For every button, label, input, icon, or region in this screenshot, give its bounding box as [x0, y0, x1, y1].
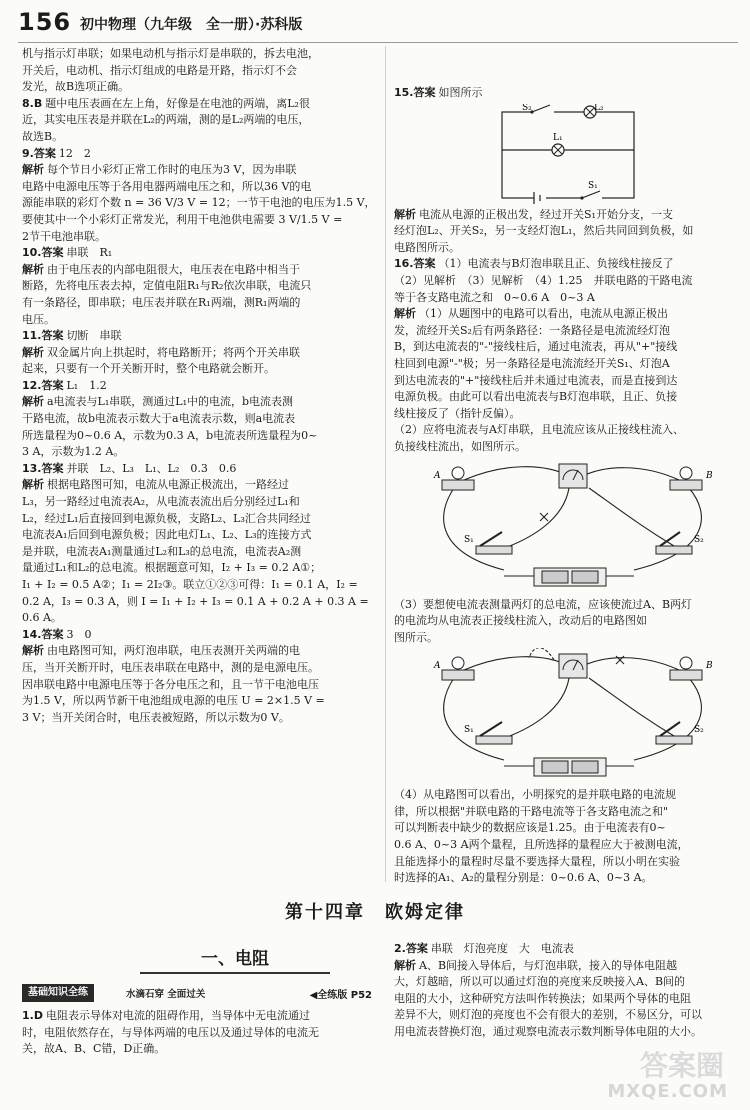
text-line: 大，灯越暗，所以可以通过灯泡的亮度来反映接入A、B间的 — [394, 975, 686, 989]
wiring-figure-1 — [394, 458, 744, 594]
text-line: 故选B。 — [22, 129, 64, 143]
question-11-answer: 11.答案 切断 串联 — [22, 329, 122, 343]
question-8: 8.B 题中电压表画在左上角，好像是在电池的两端，离L₂很 — [22, 96, 310, 110]
question-13-analysis: 解析 根据电路图可知，电流从电源正极流出，一路经过 — [22, 478, 289, 492]
section-title: 一、电阻 — [201, 949, 269, 969]
bulb-a-label: A — [434, 470, 441, 481]
ammeter-icon — [559, 654, 587, 678]
text-line: B，到达电流表的"-"接线柱后，通过电流表，再从"+"接线 — [394, 340, 678, 354]
question-16-answer: 16.答案 （1）电流表与B灯泡串联且正、负接线柱接反了 — [394, 257, 674, 271]
watermark-text: 答案圈 — [639, 1049, 724, 1082]
question-15-answer: 15.答案 如图所示 — [394, 86, 483, 99]
text-line: 的电流均从电流表正接线柱流入，改动后的电路图如 — [394, 614, 647, 628]
text-line: 要使其中一个小彩灯正常发光，利用干电池供电需要 3 V/1.5 V = — [22, 212, 343, 226]
text-line: 时选择的A₁、A₂的量程分别是：0~0.6 A、0~3 A。 — [394, 871, 653, 885]
text-line: 律，所以根据"并联电路的干路电流等于各支路电流之和" — [394, 804, 669, 818]
text-line: 电流表A₁后回到电源负极；因此电灯L₁、L₂、L₃的连接方式 — [22, 528, 312, 542]
question-12-analysis: 解析 a电流表与L₁串联，测通过L₁中的电流，b电流表测 — [22, 395, 294, 409]
text-line: 0.2 A，I₃ = 0.3 A，则 I = I₁ + I₂ + I₃ = 0.1 A + 0.2 A + 0.3 A = 0.6 A。 — [22, 594, 369, 625]
text-line: 断路，先将电压表去掉，定值电阻R₁与R₂依次串联，电流只 — [22, 279, 312, 293]
text-line: 因串联电路中电源电压等于各分电压之和，且一节干电池电压 — [22, 677, 319, 691]
text-line: 有一条路径，即串联；电压表并联在R₁两端，测R₁两端的 — [22, 295, 301, 309]
text-line: 发，流经开关S₂后有两条路径：一条路径是电流流经灯泡 — [394, 323, 670, 337]
text-line: 0.6 A、0~3 A两个量程，且所选择的量程应大于被测电流， — [394, 838, 689, 852]
text-line: （2）应将电流表与A灯串联，且电流应该从正接线柱流入、 — [394, 423, 684, 437]
text-line: 可以判断表中缺少的数据应该是1.25。由于电流表有0~ — [394, 821, 666, 835]
question-16-analysis: 解析 （1）从题图中的电路可以看出，电流从电源正极出 — [394, 307, 668, 321]
circuit-diagram — [394, 104, 744, 204]
switch-s1-label: S₁ — [588, 180, 598, 191]
text-line: （4）从电路图可以看出，小明探究的是并联电路的电流规 — [394, 788, 676, 802]
question-10-answer: 10.答案 串联 R₁ — [22, 246, 113, 260]
text-line: 干路电流，故b电流表示数大于a电流表示数，则a电流表 — [22, 412, 296, 426]
text-line: 2节干电池串联。 — [22, 229, 106, 243]
text-line: 负接线柱流出，如图所示。 — [394, 439, 526, 453]
text-line: 图所示。 — [394, 630, 438, 644]
bulb-b-label: B — [706, 661, 713, 672]
exercise-bar — [22, 984, 378, 1002]
question-11-analysis: 解析 双金属片向上拱起时，将电路断开；将两个开关串联 — [22, 345, 300, 359]
text-line: 时，电阻依然存在，与导体两端的电压以及通过导体的电流无 — [22, 1025, 319, 1039]
text-line: I₁ + I₂ = 0.5 A②；I₁ = 2I₂③。联立①②③可得：I₁ = 0.1 A，I₂ = — [22, 578, 358, 591]
lamp-symbol — [552, 144, 564, 156]
text-line: 机与指示灯串联；如果电动机与指示灯是串联的，拆去电池， — [22, 47, 319, 60]
battery-icon — [534, 568, 606, 586]
bulb-icon — [442, 467, 474, 490]
switch-icon — [476, 532, 512, 554]
exercise-tag: 基础知识全练 — [22, 984, 94, 1002]
switch-icon — [476, 722, 512, 744]
book-title: 初中物理（九年级 全一册）·苏科版 — [80, 17, 303, 33]
text-line: 电路图所示。 — [394, 240, 460, 254]
ammeter-icon — [559, 464, 587, 488]
page-header — [18, 8, 738, 43]
section-q1: 1.D 电阻表示导体对电流的阻碍作用，当导体中无电流通过 时，电阻依然存在，与导体两端的电压以及通过导体的电流无 关，故A、B、C错，D正确。 — [22, 1008, 378, 1058]
bulb-b-label: B — [706, 470, 713, 481]
text-line: 压，当开关断开时，电压表串联在电路中，测的是电源电压。 — [22, 660, 319, 674]
lamp-l2-label: L₂ — [594, 103, 604, 113]
exercise-subtitle: 水滴石穿 全面过关 — [126, 989, 206, 1000]
text-line: 电路中电源电压等于各用电器两端电压之和，所以36 V的电 — [22, 179, 312, 193]
question-13-answer: 13.答案 并联 L₂、L₃ L₁、L₂ 0.3 0.6 — [22, 461, 237, 475]
section-underline — [140, 972, 330, 974]
right-column — [394, 85, 744, 887]
question-9-answer: 9.答案 12 2 — [22, 146, 91, 160]
text-line: 源能串联的彩灯个数 n = 36 V/3 V = 12；一节干电池的电压为1.5 V， — [22, 196, 376, 210]
switch-s2-label: S₂ — [694, 534, 704, 545]
text-line: 柱回到电源"-"极；另一条路径是电流流经开关S₁、灯泡A — [394, 356, 670, 370]
watermark-url: MXQE.COM — [607, 1081, 728, 1102]
text-line: 电阻的大小，这种研究方法叫作转换法；如果两个导体的电阻 — [394, 991, 691, 1005]
bulb-a-label: A — [434, 661, 441, 672]
text-line: 所选量程为0~0.6 A，示数为0.3 A，b电流表所选量程为0~ — [22, 428, 318, 442]
bulb-icon — [442, 657, 474, 680]
text-line: 电压。 — [22, 312, 55, 326]
text-line: L₂，经过L₁后直接回到电源负极，支路L₂、L₃汇合共同经过 — [22, 511, 311, 525]
switch-s2-label: S₂ — [694, 725, 704, 736]
text-line: 且能选择小的量程时尽量不要选择大量程，所以小明在实验 — [394, 854, 680, 868]
battery-icon — [534, 758, 606, 776]
lamp-l1-label: L₁ — [553, 132, 563, 143]
switch-icon — [656, 532, 692, 554]
section-q2: 2.答案 串联 灯泡亮度 大 电流表 解析 A、B间接入导体后，与灯泡串联，接入的导体电阻越 大，灯越暗，所以可以通过灯泡的亮度来反映接入A、B间的 电阻的大小，这种研究方法叫作转换法；如果两个导体的电阻 差异不大，则灯泡的亮度也不会有很大的差别，不易区分，可以 用电流表替换灯泡，通过观察电流表示数判断导体电阻的大小。 — [394, 941, 744, 1041]
exercise-page-ref: ◀全练版 P52 — [309, 990, 372, 1001]
question-15-analysis: 解析 电流从电源的正极出发，经过开关S₁开始分支，一支 — [394, 207, 673, 221]
text-line: 3 A，示数为1.2 A。 — [22, 445, 125, 459]
question-14-answer: 14.答案 3 0 — [22, 627, 92, 641]
switch-icon — [656, 722, 692, 744]
watermark-logo — [578, 1044, 728, 1104]
text-line: 3 V；当开关闭合时，电压表被短路，所以示数为0 V。 — [22, 710, 290, 724]
text-line: 电源负极。由此可以看出电流表与B灯泡串联，且正、负接 — [394, 390, 678, 404]
text-line: 等于各支路电流之和 0~0.6 A 0~3 A — [394, 290, 595, 304]
text-line: 关，故A、B、C错，D正确。 — [22, 1042, 166, 1056]
text-line: 线柱接反了（指针反偏）。 — [394, 406, 521, 420]
text-line: 经灯泡L₂、开关S₂，另一支经灯泡L₁，然后共同回到负极，如 — [394, 224, 694, 238]
text-line: （3）要想使电流表测量两灯的总电流，应该使流过A、B两灯 — [394, 597, 693, 611]
text-line: 开关后，电动机、指示灯组成的电路是开路，指示灯不会 — [22, 63, 297, 77]
column-divider — [385, 46, 386, 882]
switch-s1-label: S₁ — [464, 725, 474, 736]
text-line: 起来，只要有一个开关断开时，整个电路就会断开。 — [22, 362, 275, 376]
question-number: 8.B — [22, 96, 43, 110]
question-9-analysis: 解析 每个节日小彩灯正常工作时的电压为3 V，因为串联 — [22, 163, 297, 177]
text-line: 用电流表替换灯泡，通过观察电流表示数判断导体电阻的大小。 — [394, 1024, 702, 1038]
text-line: 到达电流表的"+"接线柱后并未通过电流表，而是直接到达 — [394, 373, 678, 387]
wiring-figure-2 — [394, 648, 744, 784]
text-line: 量通过L₁和L₂的总电流。根据题意可知，I₂ + I₃ = 0.2 A①； — [22, 561, 322, 575]
question-14-analysis: 解析 由电路图可知，两灯泡串联，电压表测开关两端的电 — [22, 644, 300, 658]
text-line: （2）见解析 （3）见解析 （4）1.25 并联电路的干路电流 — [394, 273, 693, 287]
text-line: 发光，故B选项正确。 — [22, 80, 130, 94]
left-column — [22, 46, 378, 726]
question-10-analysis: 解析 由于电压表的内部电阻很大，电压表在电路中相当于 — [22, 262, 300, 276]
chapter-title: 第十四章 欧姆定律 — [285, 902, 465, 923]
question-number: 1.D — [22, 1009, 43, 1022]
switch-s1-label: S₁ — [464, 534, 474, 545]
text-line: 差异不大，则灯泡的亮度也不会有很大的差别，不易区分，可以 — [394, 1008, 702, 1022]
text-line: 是并联，电流表A₁测量通过L₂和L₃的总电流，电流表A₂测 — [22, 544, 302, 558]
text-line: L₃，另一路经过电流表A₂，从电流表流出后分别经过L₁和 — [22, 495, 300, 509]
question-12-answer: 12.答案 L₁ 1.2 — [22, 378, 107, 392]
page-number: 156 — [18, 8, 72, 36]
text-line: 近，其实电压表是并联在L₂的两端，测的是L₂两端的电压， — [22, 113, 310, 127]
text-line: 为1.5 V，所以两节新干电池组成电源的电压 U = 2×1.5 V = — [22, 694, 325, 708]
switch-s2-label: S₂ — [522, 103, 532, 113]
